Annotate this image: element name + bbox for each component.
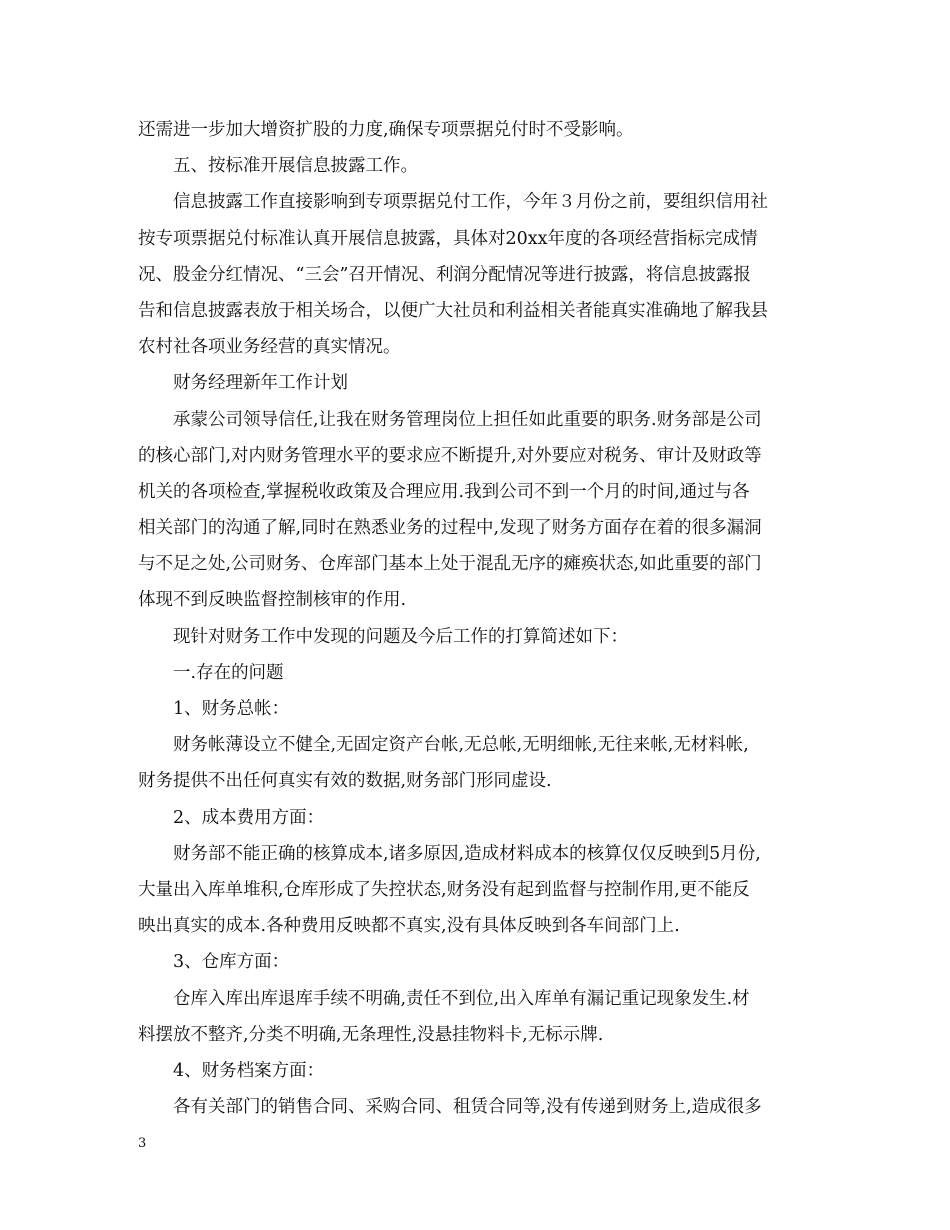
text-line: 2、成本费用方面： — [173, 807, 325, 828]
text-line: 4、财务档案方面： — [173, 1060, 325, 1081]
text-line: 按专项票据兑付标准认真开展信息披露，具体对20xx年度的各项经营指标完成情 — [138, 228, 758, 249]
text-line: 各有关部门的销售合同、采购合同、租赁合同等,没有传递到财务上,造成很多 — [173, 1097, 762, 1118]
text-line: 五、按标准开展信息披露工作。 — [173, 156, 418, 177]
text-line: 现针对财务工作中发现的问题及今后工作的打算简述如下： — [173, 626, 628, 647]
text-line: 财务部不能正确的核算成本,诸多原因,造成材料成本的核算仅仅反映到5月份, — [173, 843, 761, 864]
text-line: 况、股金分红情况、“三会”召开情况、利润分配情况等进行披露，将信息披露报 — [138, 264, 751, 285]
text-line: 农村社各项业务经营的真实情况。 — [138, 337, 401, 358]
text-line: 料摆放不整齐,分类不明确,无条理性,没悬挂物料卡,无标示牌. — [138, 1024, 604, 1045]
text-line: 财务提供不出任何真实有效的数据,财务部门形同虚设. — [138, 771, 552, 792]
text-line: 还需进一步加大增资扩股的力度,确保专项票据兑付时不受影响。 — [138, 120, 634, 140]
text-line: 体现不到反映监督控制核审的作用. — [138, 590, 407, 611]
text-line: 与不足之处,公司财务、仓库部门基本上处于混乱无序的瘫痪状态,如此重要的部门 — [138, 554, 762, 575]
text-line: 财务帐薄设立不健全,无固定资产台帐,无总帐,无明细帐,无往来帐,无材料帐, — [173, 735, 749, 756]
document-body — [138, 112, 818, 1125]
text-line: 仓库入库出库退库手续不明确,责任不到位,出入库单有漏记重记现象发生.材 — [173, 988, 750, 1009]
text-line: 相关部门的沟通了解,同时在熟悉业务的过程中,发现了财务方面存在着的很多漏洞 — [138, 518, 762, 539]
text-line: 承蒙公司领导信任,让我在财务管理岗位上担任如此重要的职务.财务部是公司 — [173, 409, 762, 430]
page-number: 3 — [138, 1136, 147, 1151]
text-line: 告和信息披露表放于相关场合，以便广大社员和利益相关者能真实准确地了解我县 — [138, 300, 768, 321]
text-line: 大量出入库单堆积,仓库形成了失控状态,财务没有起到监督与控制作用,更不能反 — [138, 879, 750, 900]
text-line: 3、仓库方面： — [173, 952, 290, 973]
text-line: 的核心部门,对内财务管理水平的要求应不断提升,对外要应对税务、审计及财政等 — [138, 445, 762, 466]
text-line: 映出真实的成本.各种费用反映都不真实,没有具体反映到各车间部门上. — [138, 916, 680, 937]
text-line: 财务经理新年工作计划 — [173, 373, 348, 394]
text-line: 一.存在的问题 — [173, 662, 284, 683]
text-line: 信息披露工作直接影响到专项票据兑付工作，今年３月份之前，要组织信用社 — [173, 192, 768, 213]
text-line: 机关的各项检查,掌握税收政策及合理应用.我到公司不到一个月的时间,通过与各 — [138, 481, 750, 502]
text-line: 1、财务总帐： — [173, 699, 290, 719]
